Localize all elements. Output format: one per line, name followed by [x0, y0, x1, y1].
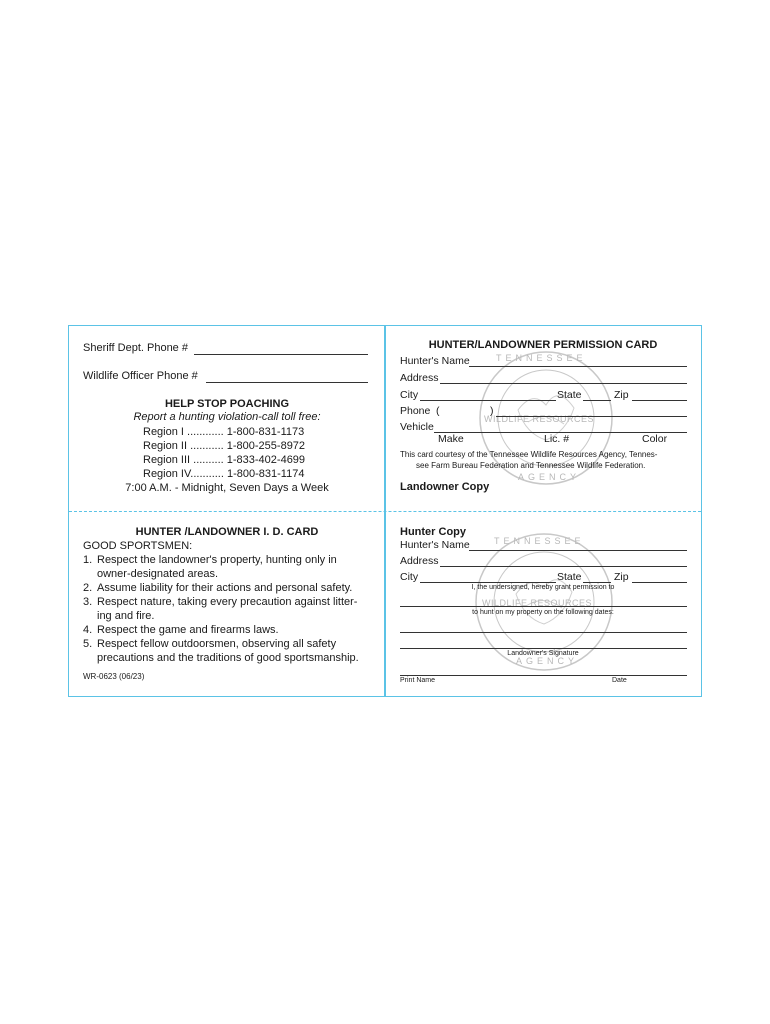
phone-paren-open: (: [436, 405, 440, 417]
hotline-hours: 7:00 A.M. - Midnight, Seven Days a Week: [125, 482, 329, 494]
print-name-label: Print Name: [400, 677, 436, 684]
region-4: Region IV........... 1-800-831-1174: [143, 468, 305, 480]
seal-top-text: TENNESSEE: [496, 353, 587, 363]
poaching-title: HELP STOP POACHING: [164, 398, 290, 410]
hunter-name-field[interactable]: [469, 550, 687, 551]
courtesy-line-2: see Farm Bureau Federation and Tennessee Wildlife Federation.: [416, 461, 646, 470]
address-field[interactable]: [440, 383, 687, 384]
zip-label: Zip: [614, 571, 629, 583]
seal-top-text: TENNESSEE: [494, 536, 585, 546]
state-label: State: [557, 571, 582, 583]
region-3: Region III .......... 1-833-402-4699: [143, 454, 306, 466]
color-label: Color: [642, 433, 668, 445]
courtesy-line-1: This card courtesy of the Tennessee Wildlife Resources Agency, Tennes-: [400, 450, 658, 459]
hunter-name-label: Hunter's Name: [400, 539, 470, 551]
good-sportsmen-heading: GOOD SPORTSMEN:: [83, 540, 193, 552]
dates-field-1[interactable]: [400, 632, 687, 633]
hunter-copy-label: Hunter Copy: [400, 526, 466, 538]
sheriff-phone-label: Sheriff Dept. Phone #: [83, 342, 188, 354]
vehicle-label: Vehicle: [400, 421, 434, 433]
permission-statement: I, the undersigned, hereby grant permission to: [471, 584, 615, 591]
signature-field[interactable]: [400, 675, 687, 676]
city-label: City: [400, 389, 419, 401]
seal-middle-text: WILDLIFE RESOURCES: [482, 598, 593, 608]
landowner-copy-label: Landowner Copy: [400, 481, 490, 493]
dates-statement: to hunt on my property on the following dates:: [472, 609, 614, 616]
permitted-hunter-field[interactable]: [400, 606, 687, 607]
make-label: Make: [438, 433, 464, 445]
state-field[interactable]: [583, 400, 611, 401]
region-2: Region II ........... 1-800-255-8972: [143, 440, 306, 452]
officer-phone-field[interactable]: [206, 382, 368, 383]
id-card-title: HUNTER /LANDOWNER I. D. CARD: [135, 526, 319, 538]
zip-field[interactable]: [632, 400, 687, 401]
signature-label: Landowner's Signature: [507, 650, 579, 657]
city-field[interactable]: [420, 582, 556, 583]
address-label: Address: [400, 555, 439, 567]
region-1: Region I ............ 1-800-831-1173: [143, 426, 305, 438]
officer-phone-label: Wildlife Officer Phone #: [83, 370, 198, 382]
hunter-name-label: Hunter's Name: [400, 355, 470, 367]
permission-card-title: HUNTER/LANDOWNER PERMISSION CARD: [428, 339, 658, 351]
license-label: Lic. #: [544, 433, 570, 445]
state-label: State: [557, 389, 582, 401]
poaching-subtitle: Report a hunting violation-call toll free:: [133, 411, 321, 423]
seal-bottom-text: AGENCY: [518, 472, 581, 482]
phone-paren-close: ): [490, 405, 494, 417]
dates-field-2[interactable]: [400, 648, 687, 649]
sheriff-phone-field[interactable]: [194, 354, 368, 355]
phone-field[interactable]: [496, 416, 687, 417]
address-field[interactable]: [440, 566, 687, 567]
zip-field[interactable]: [632, 582, 687, 583]
cut-line: [69, 511, 701, 512]
state-field[interactable]: [583, 582, 611, 583]
seal-bottom-text: AGENCY: [516, 656, 579, 666]
form-number: WR-0623 (06/23): [83, 672, 145, 681]
date-label: Date: [612, 677, 627, 684]
zip-label: Zip: [614, 389, 629, 401]
address-label: Address: [400, 372, 439, 384]
city-label: City: [400, 571, 419, 583]
seal-middle-text: WILDLIFE RESOURCES: [484, 414, 595, 424]
city-field[interactable]: [420, 400, 556, 401]
hunter-name-field[interactable]: [469, 366, 687, 367]
phone-label: Phone: [400, 405, 431, 417]
